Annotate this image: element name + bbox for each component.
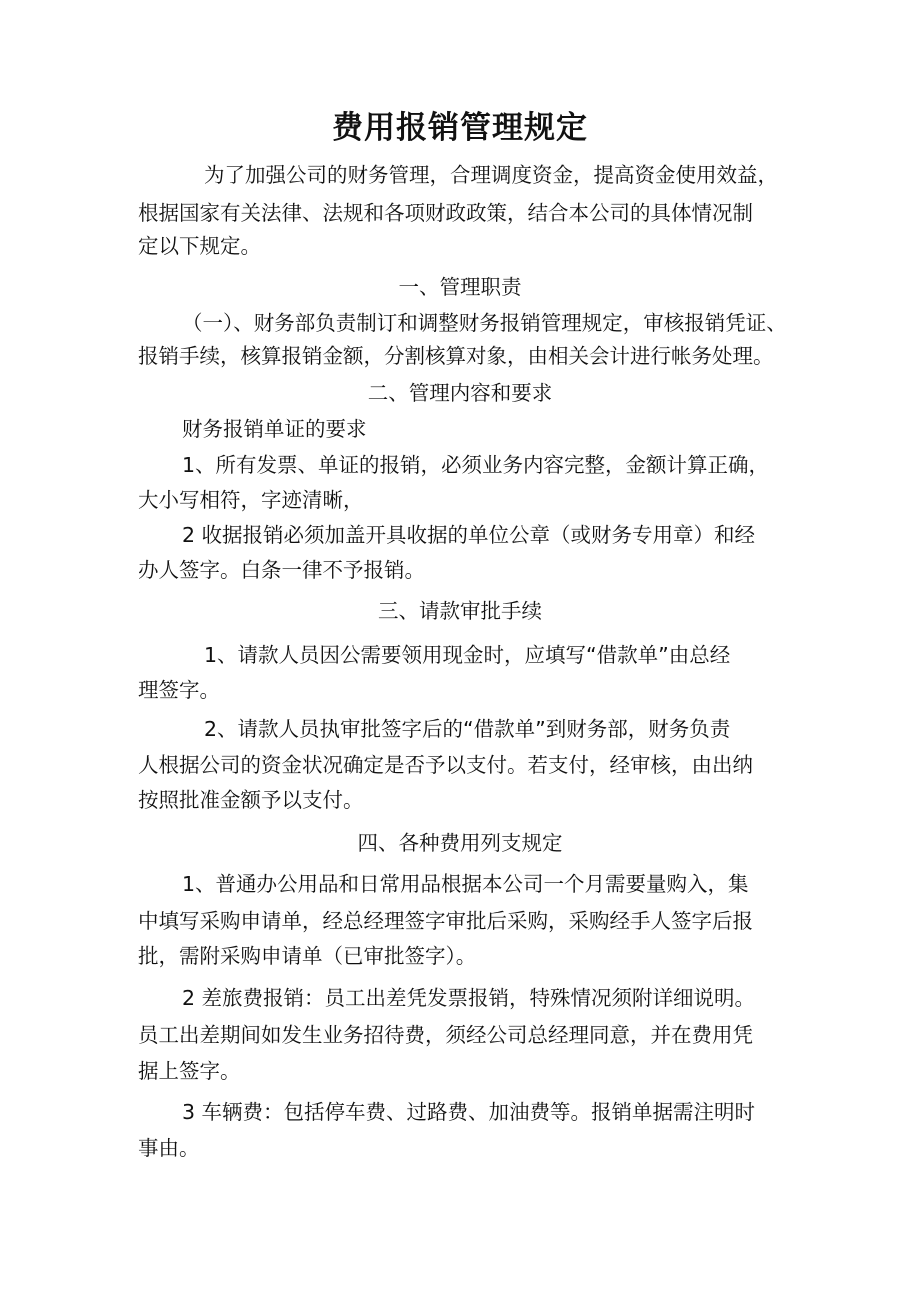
section-4-line-7: 3 车辆费：包括停车费、过路费、加油费等。报销单据需注明时 bbox=[182, 1100, 756, 1124]
section-4-heading: 四、各种费用列支规定 bbox=[357, 831, 563, 855]
section-2-line-3: 2 收据报销必须加盖开具收据的单位公章（或财务专用章）和经 bbox=[182, 523, 756, 547]
section-1-line-2: 报销手续，核算报销金额，分割核算对象，由相关会计进行帐务处理。 bbox=[138, 344, 774, 368]
section-3-line-1: 1、请款人员因公需要领用现金时，应填写“借款单”由总经 bbox=[204, 643, 731, 667]
section-2-subheading: 财务报销单证的要求 bbox=[182, 417, 367, 441]
section-1-line-1: （一）、财务部负责制订和调整财务报销管理规定，审核报销凭证、 bbox=[182, 311, 787, 335]
document-title: 费用报销管理规定 bbox=[332, 110, 588, 146]
intro-line-3: 定以下规定。 bbox=[138, 234, 261, 258]
section-4-line-4: 2 差旅费报销：员工出差凭发票报销，特殊情况须附详细说明。 bbox=[182, 986, 756, 1010]
section-4-line-1: 1、普通办公用品和日常用品根据本公司一个月需要量购入，集 bbox=[182, 872, 749, 896]
section-2-heading: 二、管理内容和要求 bbox=[367, 381, 553, 405]
section-4-line-5: 员工出差期间如发生业务招待费，须经公司总经理同意，并在费用凭 bbox=[138, 1023, 753, 1047]
section-2-line-1: 1、所有发票、单证的报销，必须业务内容完整，金额计算正确， bbox=[182, 453, 770, 477]
section-3-line-5: 按照批准金额予以支付。 bbox=[138, 788, 364, 812]
section-3-line-4: 人根据公司的资金状况确定是否予以支付。若支付，经审核，由出纳 bbox=[138, 753, 753, 777]
section-4-line-8: 事由。 bbox=[138, 1136, 200, 1160]
section-2-line-2: 大小写相符，字迹清晰， bbox=[138, 488, 364, 512]
intro-line-2: 根据国家有关法律、法规和各项财政政策，结合本公司的具体情况制 bbox=[138, 201, 753, 225]
section-3-heading: 三、请款审批手续 bbox=[378, 599, 542, 623]
section-4-line-6: 据上签字。 bbox=[138, 1059, 241, 1083]
intro-line-1: 为了加强公司的财务管理，合理调度资金，提高资金使用效益， bbox=[204, 163, 778, 187]
section-3-line-2: 理签字。 bbox=[138, 678, 220, 702]
section-4-line-3: 批，需附采购申请单（已审批签字）。 bbox=[138, 944, 477, 968]
section-2-line-4: 办人签字。白条一律不予报销。 bbox=[138, 558, 425, 582]
section-3-line-3: 2、请款人员执审批签字后的“借款单”到财务部，财务负责 bbox=[204, 717, 731, 741]
section-1-heading: 一、管理职责 bbox=[398, 275, 522, 299]
section-4-line-2: 中填写采购申请单，经总经理签字审批后采购，采购经手人签字后报 bbox=[138, 909, 753, 933]
